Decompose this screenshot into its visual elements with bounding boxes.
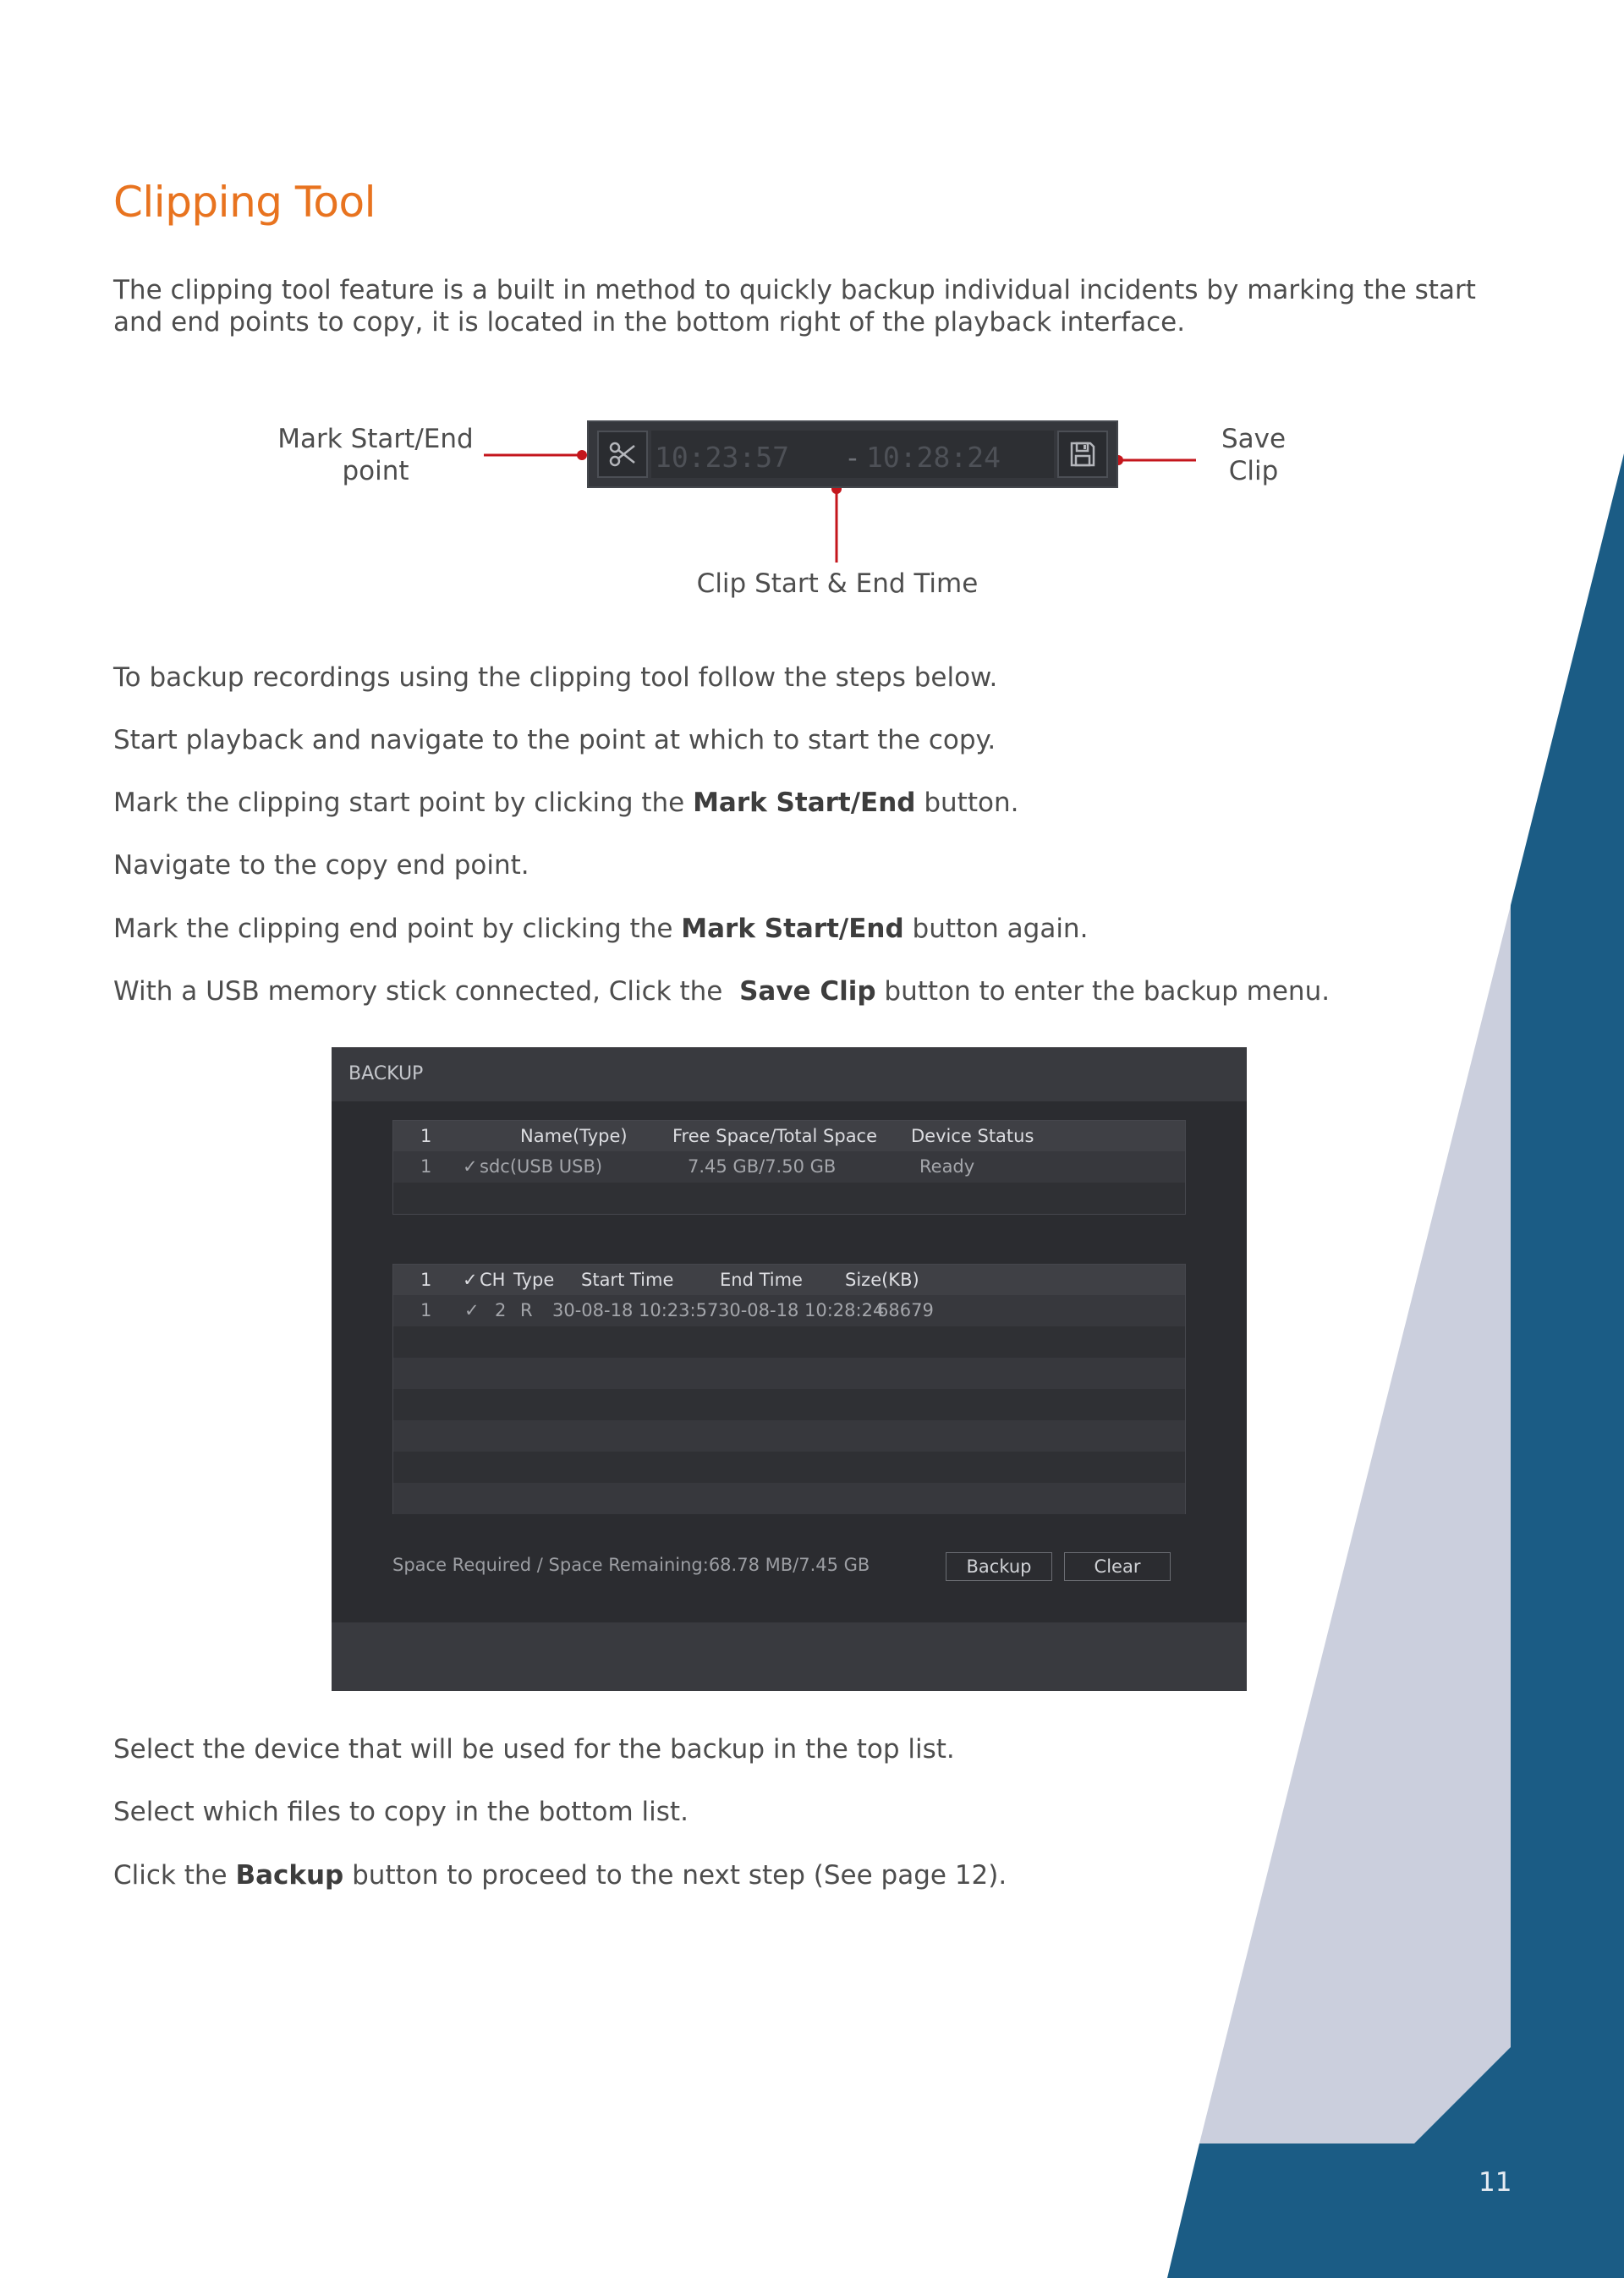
device-row-index: 1 [420,1156,432,1177]
clip-time-annotation: Clip Start & End Time [696,568,979,599]
device-row[interactable] [393,1151,1185,1183]
clear-button[interactable]: Clear [1064,1552,1171,1581]
file-col-end: End Time [720,1270,803,1290]
file-row-empty [393,1483,1185,1514]
page-title: Clipping Tool [113,178,376,227]
file-row-size: 68679 [877,1300,934,1320]
step-select-files: Select which files to copy in the bottom list. [113,1797,689,1827]
device-row-checkbox[interactable]: ✓ [463,1156,478,1177]
file-row-empty [393,1326,1185,1358]
file-row[interactable] [393,1295,1185,1326]
backup-button[interactable]: Backup [946,1552,1052,1581]
file-col-index: 1 [420,1270,432,1290]
file-table-header [393,1265,1185,1295]
file-row-start: 30-08-18 10:23:57 [552,1300,719,1320]
device-col-name: Name(Type) [520,1126,628,1146]
backup-dialog-header [332,1047,1247,1101]
file-col-start: Start Time [581,1270,674,1290]
device-row-status: Ready [919,1156,975,1177]
clipping-toolbar [587,420,1118,488]
step-start-playback: Start playback and navigate to the point at which to start the copy. [113,725,996,755]
file-col-ch: CH [480,1270,506,1290]
step-navigate-end: Navigate to the copy end point. [113,850,529,881]
step-select-device: Select the device that will be used for the backup in the top list. [113,1734,955,1765]
step-intro: To backup recordings using the clipping tool follow the steps below. [113,662,998,693]
intro-paragraph: The clipping tool feature is a built in method to quickly backup individual incidents by marking the start and end points to copy, it is located in the bottom right of the playback interface. [113,275,1476,338]
file-row-empty [393,1389,1185,1420]
save-label-line1: Save [1221,424,1287,454]
clip-start-time: 10:23:57 [655,441,789,474]
file-row-empty [393,1420,1185,1452]
floppy-disk-icon [1068,440,1097,469]
file-row-checkbox[interactable]: ✓ [464,1300,480,1320]
clip-end-time: 10:28:24 [866,441,1001,474]
page-number: 11 [1479,2167,1512,2198]
mark-label-line1: Mark Start/End [277,424,474,454]
file-row-index: 1 [420,1300,432,1320]
backup-dialog-title: BACKUP [348,1063,424,1084]
clip-time-separator: - [844,441,861,474]
file-table [392,1264,1186,1514]
backup-dialog [332,1047,1247,1691]
device-row-name: sdc(USB USB) [480,1156,603,1177]
device-table-header [393,1121,1185,1151]
step-save-clip: With a USB memory stick connected, Click the Save Clip button to enter the backup menu. [113,976,1330,1007]
backup-dialog-footer [332,1622,1247,1691]
device-col-space: Free Space/Total Space [672,1126,878,1146]
file-row-ch: 2 [495,1300,507,1320]
device-table [392,1120,1186,1215]
device-col-status: Device Status [911,1126,1034,1146]
file-col-size: Size(KB) [845,1270,919,1290]
step-click-backup: Click the Backup button to proceed to the next step (See page 12). [113,1860,1007,1891]
device-row-space: 7.45 GB/7.50 GB [688,1156,837,1177]
mark-start-end-button[interactable] [597,431,648,478]
step-mark-start: Mark the clipping start point by clicking the Mark Start/End button. [113,788,1019,818]
save-label-line2: Clip [1228,456,1279,486]
file-row-type: R [520,1300,533,1320]
save-clip-button[interactable] [1057,431,1108,478]
scissors-icon [607,439,638,469]
file-col-type: Type [513,1270,555,1290]
mark-pointer-dot [577,450,587,460]
file-row-empty [393,1358,1185,1389]
space-info: Space Required / Space Remaining:68.78 MB/7.45 GB [392,1555,870,1575]
clip-time-display [651,431,1054,478]
file-row-empty [393,1452,1185,1483]
file-row-end: 30-08-18 10:28:24 [718,1300,885,1320]
step-mark-end: Mark the clipping end point by clicking the Mark Start/End button again. [113,914,1089,944]
mark-label-line2: point [342,456,409,486]
file-col-check[interactable]: ✓ [463,1270,478,1290]
device-col-index: 1 [420,1126,432,1146]
